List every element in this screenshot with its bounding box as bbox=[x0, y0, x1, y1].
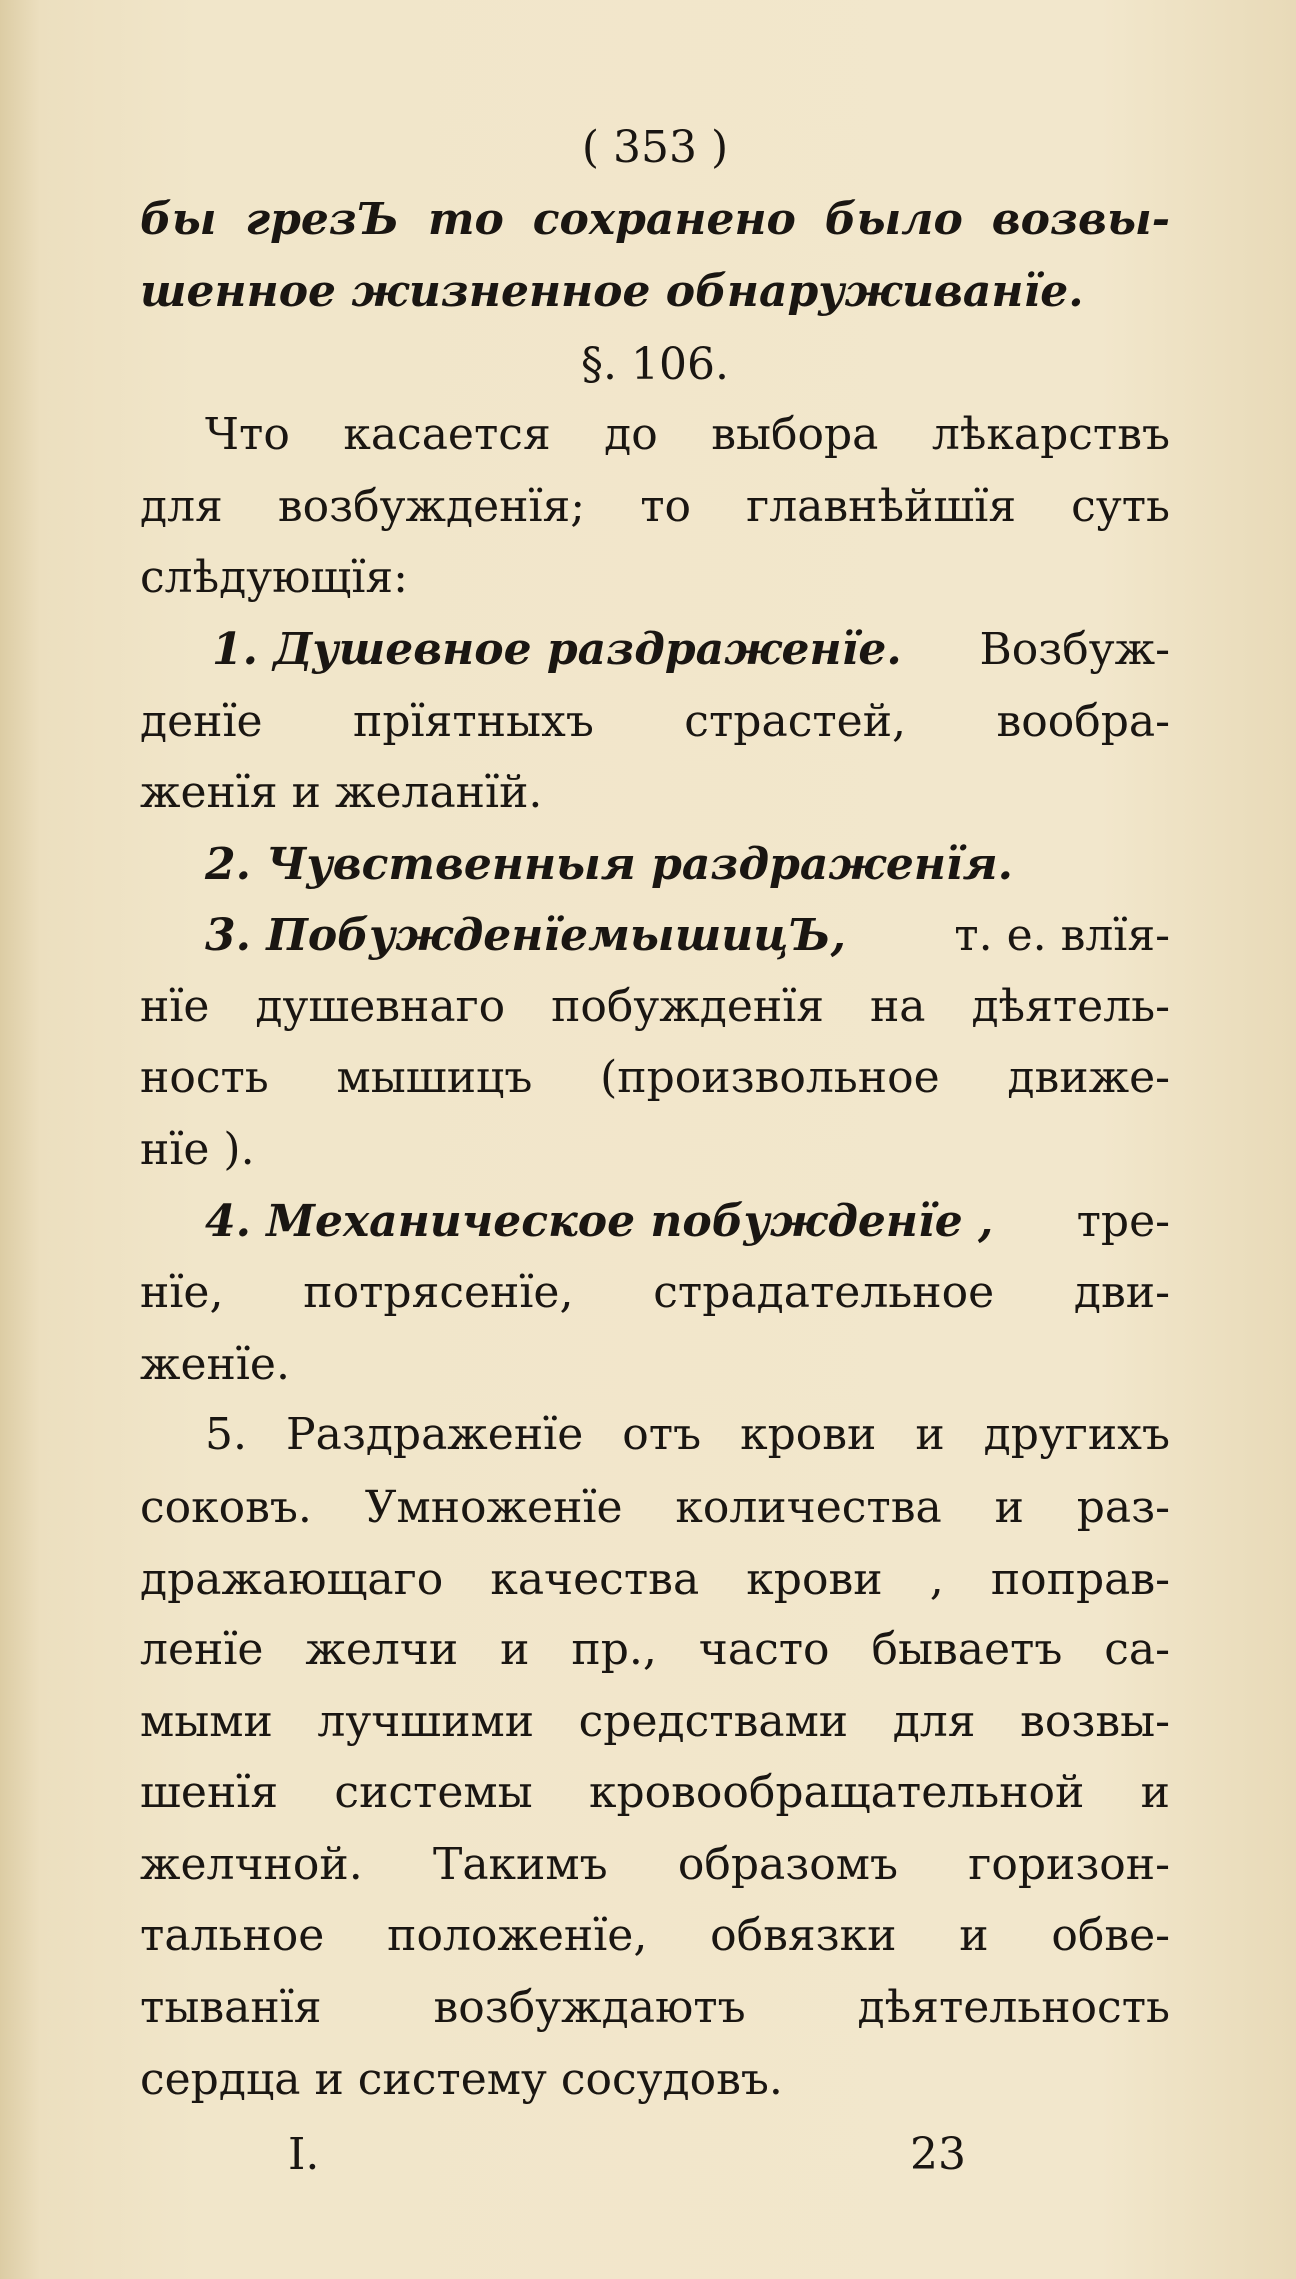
text-line-14: нїе душевнаго побужденїя на дѣятель- bbox=[140, 981, 1170, 1032]
list-item-2: 2. Чувственныя раздраженїя. bbox=[205, 839, 1013, 890]
list-item-1 bbox=[212, 620, 1170, 680]
list-item-3 bbox=[205, 906, 1170, 966]
text-line-20: женїе. bbox=[140, 1339, 290, 1390]
text-line-2: шенное жизненное обнаруживанїе. bbox=[140, 266, 1084, 317]
text-line-9: денїе прїятныхъ страстей, вообра- bbox=[140, 696, 1170, 747]
list-item-1-title: 1. Душевное раздраженїе. bbox=[212, 624, 902, 675]
list-item-4 bbox=[205, 1192, 1170, 1252]
text-line-4: Что касается до выбора лѣкарствъ bbox=[205, 409, 1170, 460]
text-line-15: ность мышицъ (произвольное движе- bbox=[140, 1052, 1170, 1103]
text-line-23: дражающаго качества крови , поправ- bbox=[140, 1554, 1170, 1605]
list-item-4-title: 4. Механическое побужденїе , bbox=[205, 1196, 994, 1247]
text-line-10: женїя и желанїй. bbox=[140, 767, 543, 818]
text-line-26: шенїя системы кровообращательной и bbox=[140, 1767, 1170, 1818]
text-line-29: тыванїя возбуждаютъ дѣятельность bbox=[140, 1982, 1170, 2033]
signature-mark: I. bbox=[288, 2129, 320, 2180]
text-line-30: сердца и систему сосудовъ. bbox=[140, 2054, 783, 2105]
text-line-5: для возбужденїя; то главнѣйшїя суть bbox=[140, 481, 1170, 532]
sheet-number: 23 bbox=[910, 2129, 966, 2180]
text-line-25: мыми лучшими средствами для возвы- bbox=[140, 1696, 1170, 1747]
list-item-4-text: тре- bbox=[1076, 1196, 1170, 1247]
page-number: ( 353 ) bbox=[581, 122, 729, 173]
text-line-19: нїе, потрясенїе, страдательное дви- bbox=[140, 1267, 1170, 1318]
section-heading: §. 106. bbox=[581, 339, 729, 390]
text-line-16: нїе ). bbox=[140, 1124, 255, 1175]
text-line-24: ленїе желчи и пр., часто бываетъ са- bbox=[140, 1624, 1170, 1675]
text-line-6: слѣдующїя: bbox=[140, 552, 408, 603]
text-line-22: соковъ. Умноженїе количества и раз- bbox=[140, 1482, 1170, 1533]
list-item-3-text: т. е. влїя- bbox=[954, 910, 1170, 961]
text-line-28: тальное положенїе, обвязки и обве- bbox=[140, 1910, 1170, 1961]
list-item-5: 5. Раздраженїе отъ крови и другихъ bbox=[205, 1409, 1170, 1460]
text-line-27: желчной. Такимъ образомъ горизон- bbox=[140, 1839, 1170, 1890]
text-line-1: бы грезЪ то сохранено было возвы- bbox=[140, 194, 1170, 245]
list-item-3-title: 3. ПобужденїемышицЪ, bbox=[205, 910, 846, 961]
list-item-1-text: Возбуж- bbox=[979, 624, 1170, 675]
